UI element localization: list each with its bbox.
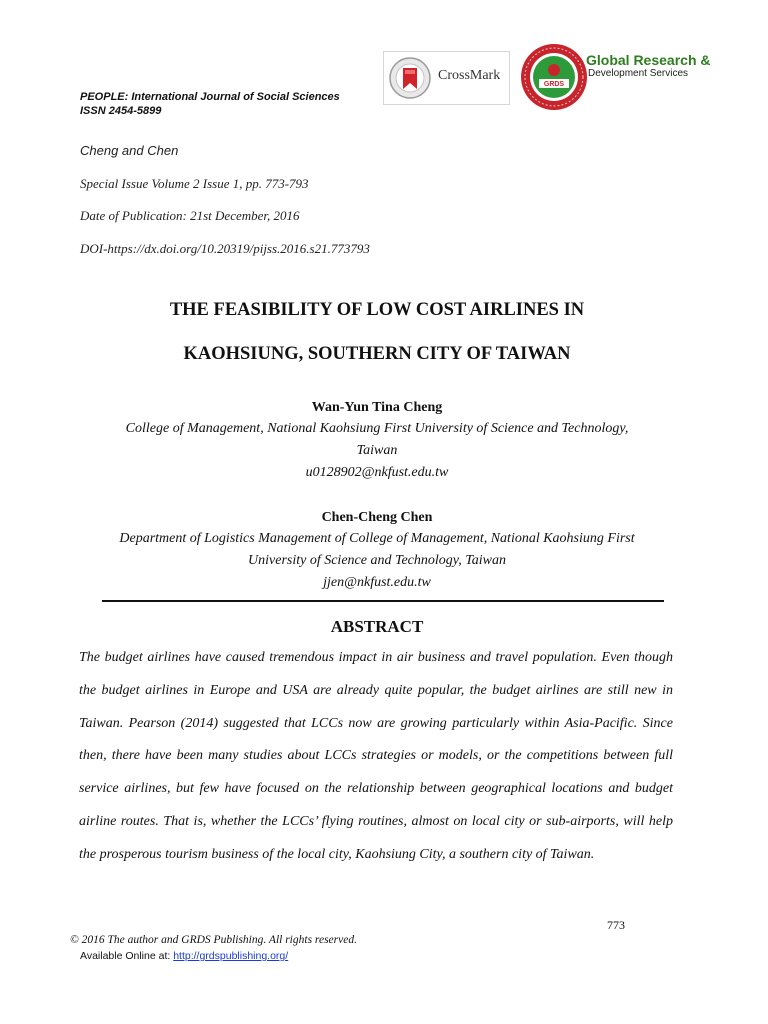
author-2-affiliation-2: University of Science and Technology, Taiwan [248,553,506,568]
grds-seal-label: GRDS [543,81,565,88]
paper-title-line-1: THE FEASIBILITY OF LOW COST AIRLINES IN [169,300,585,320]
issue-info: Special Issue Volume 2 Issue 1, pp. 773-793 [80,176,309,191]
copyright-notice: © 2016 The author and GRDS Publishing. All rights reserved. [70,934,357,946]
author-2-affiliation-1: Department of Logistics Management of College of Management, National Kaohsiung First [119,531,635,546]
page-number: 773 [607,918,625,932]
abstract-text: The budget airlines have caused tremendous impact in air business and travel population. Even though the budget airlines in Europe and USA are already quite popular, the budget airlines are still new in Taiwan. Pearson (2014) suggested that LCCs now are growing particularly within Asia-Pacific. Since then, there have been many studies about LCCs strategies or models, or the competitions between full service airlines, but few have focused on the relationship between geographical locations and budget airline routes. That is, whether the LCCs’ flying routines, almost on local city or sub-airports, will help the prosperous tourism business of the local city, Kaohsiung City, a southern city of Taiwan. [79,650,673,862]
author-1-affiliation-1: College of Management, National Kaohsiung First University of Science and Technology, [125,421,629,436]
available-online [80,950,288,962]
abstract-heading: ABSTRACT [330,617,424,636]
author-2-name: Chen-Cheng Chen [321,510,433,525]
grds-title: Global Research & [586,52,711,68]
grds-subtitle: Development Services [588,68,689,79]
journal-name: PEOPLE: International Journal of Social Sciences [80,91,340,103]
paper-title-line-2: KAOHSIUNG, SOUTHERN CITY OF TAIWAN [183,344,571,364]
grds-seal-icon [519,42,589,112]
doi-link[interactable]: DOI-https://dx.doi.org/10.20319/pijss.2016.s21.773793 [80,241,370,256]
crossmark-icon [388,56,432,100]
author-1-affiliation-2: Taiwan [356,443,398,458]
journal-issn: ISSN 2454-5899 [80,105,162,117]
section-divider [102,600,664,602]
author-2-email[interactable]: jjen@nkfust.edu.tw [323,575,431,590]
author-1-name: Wan-Yun Tina Cheng [311,400,443,415]
crossmark-label: CrossMark [438,68,501,83]
available-label: Available Online at: [80,950,174,962]
author-1-email[interactable]: u0128902@nkfust.edu.tw [305,465,449,480]
publication-date: Date of Publication: 21st December, 2016 [80,208,300,223]
authors-short: Cheng and Chen [80,143,179,158]
crossmark-logo[interactable] [383,51,510,105]
publisher-url-link[interactable]: http://grdspublishing.org/ [173,950,289,962]
journal-header [80,90,340,118]
